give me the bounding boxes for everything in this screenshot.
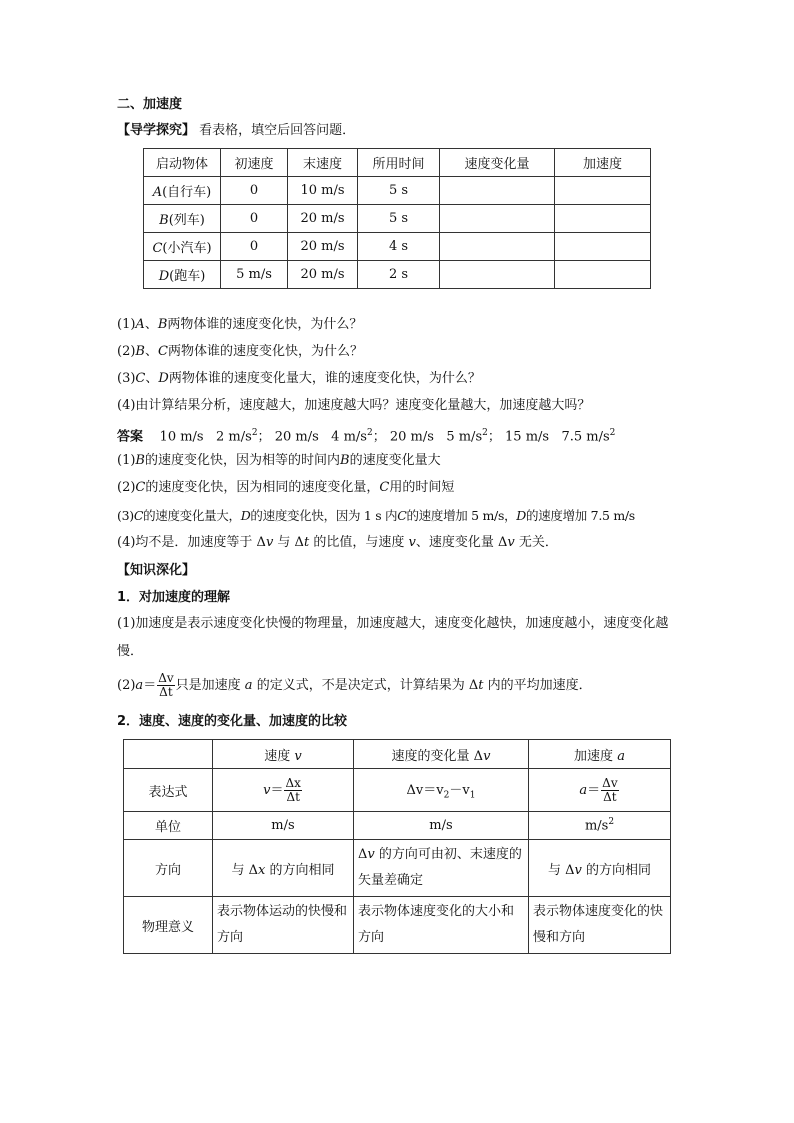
table-header-row — [124, 740, 671, 769]
direction-cell — [354, 840, 529, 897]
cell-symbol: v — [367, 847, 375, 862]
formula-subscript: 2 — [443, 790, 450, 801]
table-row — [124, 769, 671, 812]
unit-text: m/s — [584, 818, 609, 834]
formula-symbol: a — [579, 782, 588, 798]
object-letter: A — [152, 185, 163, 200]
p-text: 内的平均加速度． — [483, 678, 592, 693]
guide-tag: 【导学探究】 — [117, 123, 196, 138]
acceleration-cell — [555, 233, 651, 261]
row-label: 方向 — [124, 840, 213, 897]
question-3 — [117, 370, 481, 388]
a-text: 的比值，与速度 — [309, 535, 409, 550]
p-text: 的定义式，不是决定式，计算结果为 Δ — [252, 678, 479, 693]
fraction-numerator: Δv — [158, 671, 174, 685]
answer-label: 答案 — [117, 429, 144, 445]
object-name: (跑车) — [169, 269, 206, 284]
table-header — [213, 740, 354, 769]
a-letter: C — [379, 480, 390, 495]
a-symbol: t — [303, 535, 310, 550]
table-row — [124, 840, 671, 897]
knowledge-item-1-title: 1．对加速度的理解 — [117, 590, 231, 605]
table-header — [529, 740, 671, 769]
velocity-change-cell — [440, 177, 555, 205]
a-prefix: (1) — [117, 453, 136, 468]
a-text: 、速度变化量 Δ — [415, 535, 508, 550]
table-header: 加速度 — [555, 149, 651, 177]
p-text: 只是加速度 — [175, 678, 245, 693]
acceleration-cell — [555, 177, 651, 205]
row-label: 单位 — [124, 812, 213, 840]
formula-symbol: a — [135, 678, 144, 693]
header-text: 速度 — [264, 748, 295, 764]
knowledge-tag: 【知识深化】 — [117, 563, 196, 578]
header-symbol: a — [617, 748, 625, 764]
time-cell: 2 s — [358, 261, 440, 289]
object-cell — [144, 177, 221, 205]
row-label: 物理意义 — [124, 897, 213, 954]
formula-symbol: a — [244, 678, 253, 693]
a-text: 无关． — [514, 535, 558, 550]
a-text: 的速度变化快，因为 1 s 内 — [250, 508, 398, 523]
a-text: 的速度增加 5 m/s， — [406, 508, 517, 523]
guide-line — [117, 122, 355, 140]
formula-symbol: v — [263, 782, 271, 798]
unit-cell — [529, 812, 671, 840]
meaning-cell: 表示物体速度变化的大小和方向 — [354, 897, 529, 954]
q-letter: C — [158, 344, 168, 359]
expression-cell — [354, 769, 529, 812]
initial-velocity-cell: 0 — [221, 177, 288, 205]
table-row — [144, 205, 651, 233]
initial-velocity-cell: 0 — [221, 205, 288, 233]
a-symbol: v — [265, 535, 274, 550]
a-text: 与 Δ — [273, 535, 304, 550]
table-row — [124, 812, 671, 840]
comparison-table — [123, 739, 671, 954]
q-prefix: (2) — [117, 344, 136, 359]
formula-eq: ＝ — [587, 782, 601, 798]
table-row — [144, 261, 651, 289]
cell-symbol: x — [258, 862, 266, 878]
final-velocity-cell: 20 m/s — [288, 233, 358, 261]
velocity-change-cell — [440, 233, 555, 261]
table-row — [124, 897, 671, 954]
cell-text: Δ — [358, 847, 368, 862]
a-text: 的速度变化量大， — [143, 508, 241, 523]
formula-text: －v — [449, 783, 470, 799]
meaning-cell: 表示物体速度变化的快慢和方向 — [529, 897, 671, 954]
cell-text: 的方向可由初、末速度的矢量差确定 — [358, 847, 522, 888]
knowledge-paragraph-1: (1)加速度是表示速度变化快慢的物理量，加速度越大，速度变化越快，加速度越小，速度变化越慢． — [117, 616, 669, 659]
answer-1 — [117, 452, 441, 470]
fraction-denominator: Δt — [159, 685, 173, 699]
answer-value: 4 m/s — [331, 429, 367, 445]
formula-text: Δv＝v — [406, 783, 444, 799]
object-name: (小汽车) — [162, 241, 212, 256]
accel-fraction — [601, 777, 618, 804]
answer-3 — [117, 507, 635, 525]
fraction-denominator: Δt — [286, 789, 300, 804]
formula-subscript: 1 — [469, 790, 476, 801]
direction-cell — [213, 840, 354, 897]
a-symbol: v — [507, 535, 515, 550]
a-letter: B — [135, 453, 145, 468]
a-letter: C — [397, 508, 407, 523]
final-velocity-cell: 20 m/s — [288, 205, 358, 233]
final-velocity-cell: 10 m/s — [288, 177, 358, 205]
empty-header-cell — [124, 740, 213, 769]
object-name: (自行车) — [162, 185, 212, 200]
answer-value: 20 m/s — [389, 429, 434, 445]
fraction-numerator: Δv — [602, 775, 618, 790]
object-letter: D — [158, 269, 170, 284]
answer-exponent: 2 — [251, 428, 258, 438]
knowledge-item-2-title: 2．速度、速度的变化量、加速度的比较 — [117, 714, 348, 729]
header-symbol: v — [483, 748, 491, 764]
acceleration-cell — [555, 261, 651, 289]
expression-cell — [529, 769, 671, 812]
initial-velocity-cell: 5 m/s — [221, 261, 288, 289]
answer-value: 15 m/s — [505, 429, 550, 445]
q-prefix: (1) — [117, 317, 136, 332]
acceleration-cell — [555, 205, 651, 233]
a-text: 的速度变化快，因为相等的时间内 — [144, 453, 340, 468]
expression-cell — [213, 769, 354, 812]
object-cell — [144, 261, 221, 289]
answer-sep: ； — [257, 429, 271, 445]
a-text: 的速度变化量大 — [349, 453, 441, 468]
answer-value: 10 m/s — [159, 429, 204, 445]
header-text: 速度的变化量 Δ — [391, 748, 484, 764]
answer-exponent: 2 — [482, 428, 488, 438]
data-table — [143, 148, 651, 289]
p-prefix: (2) — [117, 678, 136, 693]
a-letter: B — [340, 453, 350, 468]
q-sep: 、 — [145, 371, 159, 386]
velocity-change-cell — [440, 205, 555, 233]
a-text: 用的时间短 — [389, 480, 455, 495]
a-prefix: (3) — [117, 508, 134, 523]
header-symbol: v — [294, 748, 302, 764]
a-letter: D — [516, 508, 526, 523]
a-letter: C — [133, 508, 144, 523]
q-text: 两物体谁的速度变化量大，谁的速度变化快，为什么？ — [168, 371, 481, 386]
table-header: 末速度 — [288, 149, 358, 177]
unit-cell: m/s — [213, 812, 354, 840]
a-prefix: (2) — [117, 480, 136, 495]
answer-exponent: 2 — [609, 428, 616, 438]
formula-symbol: t — [478, 678, 484, 693]
q-sep: 、 — [144, 317, 158, 332]
answer-sep: ； — [487, 429, 501, 445]
answer-value: 5 m/s — [446, 429, 483, 445]
fraction-numerator: Δx — [285, 775, 301, 790]
answer-2 — [117, 479, 454, 497]
answer-line — [117, 424, 615, 446]
q-text: 两物体谁的速度变化快，为什么？ — [167, 344, 363, 359]
meaning-cell: 表示物体运动的快慢和方向 — [213, 897, 354, 954]
q-prefix: (3) — [117, 371, 136, 386]
q-letter: D — [158, 371, 169, 386]
question-2 — [117, 343, 363, 361]
q-letter: A — [135, 317, 145, 332]
answer-value: 7.5 m/s — [561, 429, 610, 445]
answer-value: 2 m/s — [216, 429, 252, 445]
cell-text: 的方向相同 — [265, 862, 335, 878]
unit-cell: m/s — [354, 812, 529, 840]
object-letter: B — [159, 213, 169, 228]
q-letter: C — [135, 371, 146, 386]
cell-text: 与 Δ — [231, 862, 259, 878]
formula-eq: ＝ — [270, 782, 284, 798]
a-letter: D — [240, 508, 251, 523]
table-header: 速度变化量 — [440, 149, 555, 177]
a-text: 的速度增加 7.5 m/s — [526, 508, 635, 523]
guide-text: 看表格，填空后回答问题． — [199, 123, 356, 138]
fraction-denominator: Δt — [603, 789, 617, 804]
a-text: (4)均不是．加速度等于 Δ — [117, 535, 266, 550]
answer-4 — [117, 534, 558, 552]
question-1 — [117, 316, 362, 334]
question-4: (4)由计算结果分析，速度越大，加速度越大吗？速度变化量越大，加速度越大吗？ — [117, 398, 591, 413]
table-row — [144, 177, 651, 205]
table-row — [144, 233, 651, 261]
header-text: 加速度 — [574, 748, 618, 764]
answer-sep: ； — [372, 429, 386, 445]
cell-text: 与 Δ — [547, 862, 575, 878]
cell-text: 的方向相同 — [581, 862, 652, 878]
object-cell — [144, 233, 221, 261]
final-velocity-cell: 20 m/s — [288, 261, 358, 289]
formula-eq: ＝ — [143, 678, 157, 693]
cell-symbol: v — [574, 862, 582, 878]
q-letter: B — [157, 317, 168, 332]
a-text: 的速度变化快，因为相同的速度变化量， — [145, 480, 380, 495]
velocity-change-cell — [440, 261, 555, 289]
object-name: (列车) — [168, 213, 205, 228]
table-header: 所用时间 — [358, 149, 440, 177]
direction-cell — [529, 840, 671, 897]
section-title: 二、加速度 — [117, 97, 183, 112]
q-text: 两物体谁的速度变化快，为什么？ — [167, 317, 363, 332]
row-label: 表达式 — [124, 769, 213, 812]
time-cell: 5 s — [358, 205, 440, 233]
knowledge-paragraph-2 — [117, 672, 592, 700]
table-header: 启动物体 — [144, 149, 221, 177]
velocity-fraction — [284, 777, 301, 804]
answer-exponent: 2 — [366, 428, 373, 438]
object-letter: C — [152, 241, 163, 256]
table-header — [354, 740, 529, 769]
a-letter: C — [135, 480, 146, 495]
time-cell: 5 s — [358, 177, 440, 205]
object-cell — [144, 205, 221, 233]
time-cell: 4 s — [358, 233, 440, 261]
q-letter: B — [135, 344, 145, 359]
answer-value: 20 m/s — [274, 429, 319, 445]
q-sep: 、 — [144, 344, 158, 359]
accel-fraction — [157, 672, 174, 699]
table-header: 初速度 — [221, 149, 288, 177]
initial-velocity-cell: 0 — [221, 233, 288, 261]
a-symbol: v — [408, 535, 416, 550]
unit-exponent: 2 — [608, 817, 615, 828]
table-header-row — [144, 149, 651, 177]
